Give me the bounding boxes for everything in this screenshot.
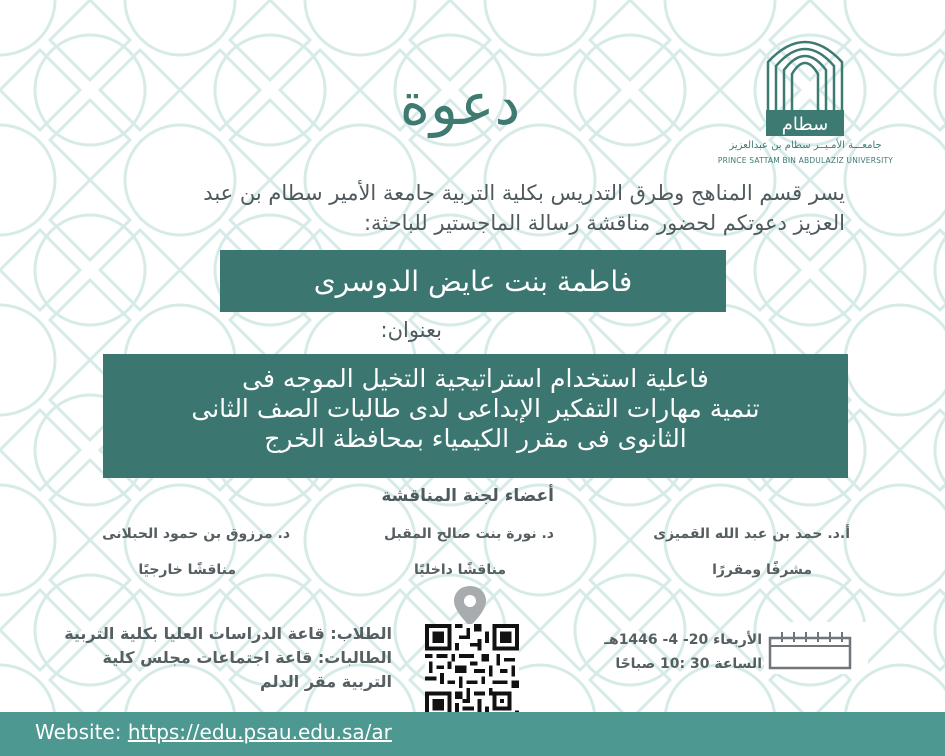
intro-line: يسر قسم المناهج وطرق التدريس بكلية التربية جامعة الأمير سطام بن عبد (203, 181, 845, 205)
logo-english-name: PRINCE SATTAM BIN ABDULAZIZ UNIVERSITY (717, 156, 894, 165)
logo-arabic-name: جامعـــة الأمـيــر سطام بن عبدالعزيز (729, 140, 882, 151)
footer-bar (0, 712, 945, 756)
committee-heading: أعضاء لجنة المناقشة (381, 486, 554, 506)
footer-label: Website: (35, 720, 122, 744)
footer-website (35, 720, 392, 744)
location-line: الطلاب: قاعة الدراسات العليا بكلية التربية (64, 624, 392, 643)
university-logo (708, 22, 908, 174)
date-line: الأربعاء 20- 4- 1446هـ (604, 632, 762, 648)
location-line: التربية مقر الدلم (259, 672, 392, 691)
committee-member-role: مناقشًا داخليًا (414, 562, 506, 578)
intro-line: العزيز دعوتكم لحضور مناقشة رسالة الماجستير للباحثة: (363, 211, 845, 235)
qr-code[interactable] (424, 624, 520, 718)
committee-member-role: مشرفًا ومقررًا (712, 562, 812, 578)
researcher-name: فاطمة بنت عايض الدوسرى (313, 264, 633, 298)
thesis-title-line: فاعلية استخدام استراتيجية التخيل الموجه فى (242, 364, 709, 393)
thesis-title-line: تنمية مهارات التفكير الإبداعى لدى طالبات الصف الثانى (191, 394, 760, 423)
location-pin-icon (450, 584, 490, 628)
researcher-name-banner (220, 250, 726, 312)
invitation-intro (90, 178, 845, 238)
website-link[interactable]: https://edu.psau.edu.sa/ar (127, 720, 392, 744)
university-arch-icon (708, 22, 908, 140)
committee-member-name: أ.د. حمد بن عبد الله القميزى (653, 526, 850, 542)
thesis-label: بعنوان: (380, 318, 442, 342)
thesis-title-line: الثانوى فى مقرر الكيمياء بمحافظة الخرج (264, 424, 687, 453)
thesis-title-banner (103, 354, 848, 478)
location-line: الطالبات: قاعة اجتماعات مجلس كلية (102, 648, 392, 667)
committee-member-role: مناقشًا خارجيًا (138, 562, 236, 578)
logo-wordmark: سطام (781, 114, 829, 135)
committee-member-name: د. مرزوق بن حمود الحبلانى (102, 526, 290, 542)
time-line: الساعة 30 :10 صباحًا (615, 656, 762, 672)
event-datetime (560, 628, 762, 676)
calendar-icon (764, 622, 868, 674)
page-title: دعوة (399, 70, 521, 138)
committee-member-name: د. نورة بنت صالح المقبل (383, 526, 554, 542)
event-location (20, 622, 392, 694)
